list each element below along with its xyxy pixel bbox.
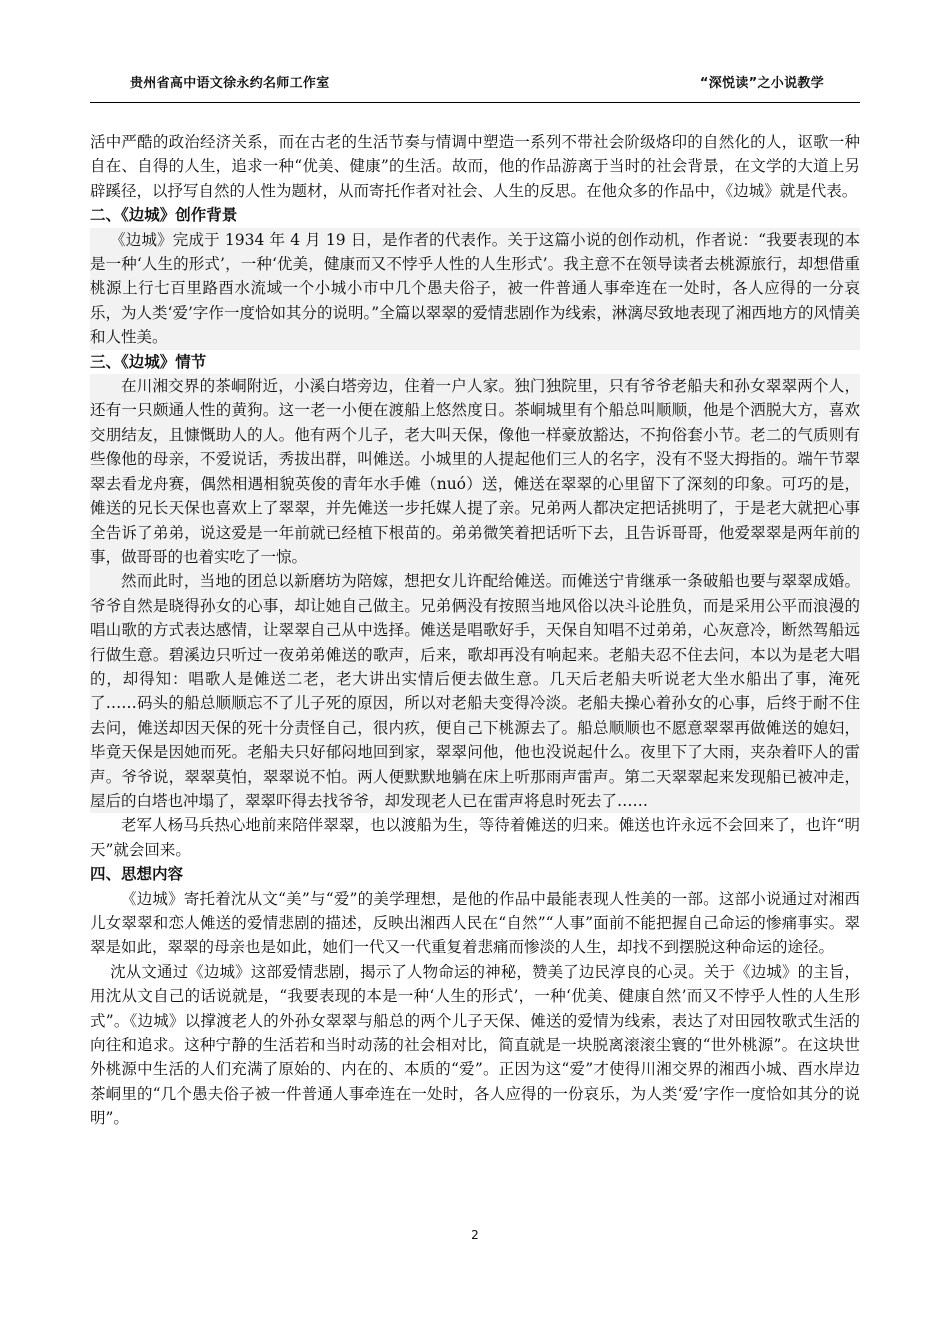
section-heading-background: 二、《边城》创作背景 [90, 206, 238, 225]
header-studio-name: 贵州省高中语文徐永约名师工作室 [130, 76, 330, 91]
section-heading-plot: 三、《边城》情节 [90, 352, 207, 371]
theme-paragraph-2: 沈从文通过《边城》这部爱情悲剧，揭示了人物命运的神秘，赞美了边民淳良的心灵。关于《边城》的主旨，用沈从文自己的话说就是，“我要表现的本是一种‘人生的形式’，一种‘优美、健康自然’而又不悖乎人性的人生形式”。《边城》以撑渡老人的外孙女翠翠与船总的两个儿子天保、傩送的爱情为线索，表达了对田园牧歌式生活的向往和追求。这种宁静的生活若和当时动荡的社会相对比，简直就是一块脱离滚滚尘寰的“世外桃源”。在这块世外桃源中生活的人们充满了原始的、内在的、本质的“爱”。正因为这“爱”才使得川湘交界的湘西小城、酉水岸边茶峒里的“几个愚夫俗子被一件普通人事牵连在一处时，各人应得的一份哀乐，为人类‘爱’字作一度恰如其分的说明”。 [90, 962, 860, 1128]
intro-paragraph: 活中严酷的政治经济关系，而在古老的生活节奏与情调中塑造一系列不带社会阶级烙印的自然化的人，讴歌一种自在、自得的人生，追求一种“优美、健康”的生活。故而，他的作品游离于当时的社会背景，在文学的大道上另辟蹊径，以抒写自然的人性为题材，从而寄托作者对社会、人生的反思。在他众多的作品中，《边城》就是代表。 [90, 133, 860, 200]
header-course-title: “深悦读”之小说教学 [699, 76, 824, 91]
page-number: 2 [471, 1228, 479, 1242]
page-header [90, 64, 860, 103]
document-body [90, 130, 860, 1131]
plot-paragraph-3: 老军人杨马兵热心地前来陪伴翠翠，也以渡船为生，等待着傩送的归来。傩送也许永远不会回来了，也许“明天”就会回来。 [90, 816, 860, 859]
plot-paragraph-2: 然而此时，当地的团总以新磨坊为陪嫁，想把女儿许配给傩送。而傩送宁肯继承一条破船也要与翠翠成婚。爷爷自然是晓得孙女的心事，却让她自己做主。兄弟俩没有按照当地风俗以决斗论胜负，而是采用公平而浪漫的唱山歌的方式表达感情，让翠翠自己从中选择。傩送是唱歌好手，天保自知唱不过弟弟，心灰意冷，断然驾船远行做生意。碧溪边只听过一夜弟弟傩送的歌声，后来，歌却再没有响起来。老船夫忍不住去问，本以为是老大唱的，却得知：唱歌人是傩送二老，老大讲出实情后便去做生意。几天后老船夫听说老大坐水船出了事，淹死了……码头的船总顺顺忘不了儿子死的原因，所以对老船夫变得冷淡。老船夫操心着孙女的心事，后终于耐不住去问，傩送却因天保的死十分责怪自己，很内疚，便自己下桃源去了。船总顺顺也不愿意翠翠再做傩送的媳妇，毕竟天保是因她而死。老船夫只好郁闷地回到家，翠翠问他，他也没说起什么。夜里下了大雨，夹杂着吓人的雷声。爷爷说，翠翠莫怕，翠翠说不怕。两人便默默地躺在床上听那雨声雷声。第二天翠翠起来发现船已被冲走，屋后的白塔也冲塌了，翠翠吓得去找爷爷，却发现老人已在雷声将息时死去了…… [90, 569, 860, 813]
plot-paragraph-1: 在川湘交界的茶峒附近，小溪白塔旁边，住着一户人家。独门独院里，只有爷爷老船夫和孙女翠翠两个人，还有一只颇通人性的黄狗。这一老一小便在渡船上悠然度日。茶峒城里有个船总叫顺顺，他是个洒脱大方，喜欢交朋结友，且慷慨助人的人。他有两个儿子，老大叫天保，像他一样豪放豁达，不拘俗套小节。老二的气质则有些像他的母亲，不爱说话，秀拔出群，叫傩送。小城里的人提起他们三人的名字，没有不竖大拇指的。端午节翠翠去看龙舟赛，偶然相遇相貌英俊的青年水手傩（nuó）送，傩送在翠翠的心里留下了深刻的印象。可巧的是，傩送的兄长天保也喜欢上了翠翠，并先傩送一步托媒人提了亲。兄弟两人都决定把话挑明了，于是老大就把心事全告诉了弟弟，说这爱是一年前就已经植下根苗的。弟弟微笑着把话听下去，且告诉哥哥，他爱翠翠是两年前的事，做哥哥的也着实吃了一惊。 [90, 374, 860, 569]
theme-paragraph-1: 《边城》寄托着沈从文“美”与“爱”的美学理想，是他的作品中最能表现人性美的一部。这部小说通过对湘西儿女翠翠和恋人傩送的爱情悲剧的描述，反映出湘西人民在“自然”“人事”面前不能把握自己命运的惨痛事实。翠翠是如此，翠翠的母亲也是如此，她们一代又一代重复着悲痛而惨淡的人生，却找不到摆脱这种命运的途径。 [90, 889, 860, 957]
section-heading-theme: 四、思想内容 [90, 865, 184, 884]
background-paragraph: 《边城》完成于 1934 年 4 月 19 日，是作者的代表作。关于这篇小说的创作动机，作者说：“我要表现的本是一种‘人生的形式’，一种‘优美，健康而又不悖乎人性的人生形式’。我主意不在领导读者去桃源旅行，却想借重桃源上行七百里路酉水流域一个小城小市中几个愚夫俗子，被一件普通人事牵连在一处时，各人应得的一分哀乐，为人类‘爱’字作一度恰如其分的说明。”全篇以翠翠的爱情悲剧作为线索，淋漓尽致地表现了湘西地方的风情美和人性美。 [90, 228, 860, 350]
